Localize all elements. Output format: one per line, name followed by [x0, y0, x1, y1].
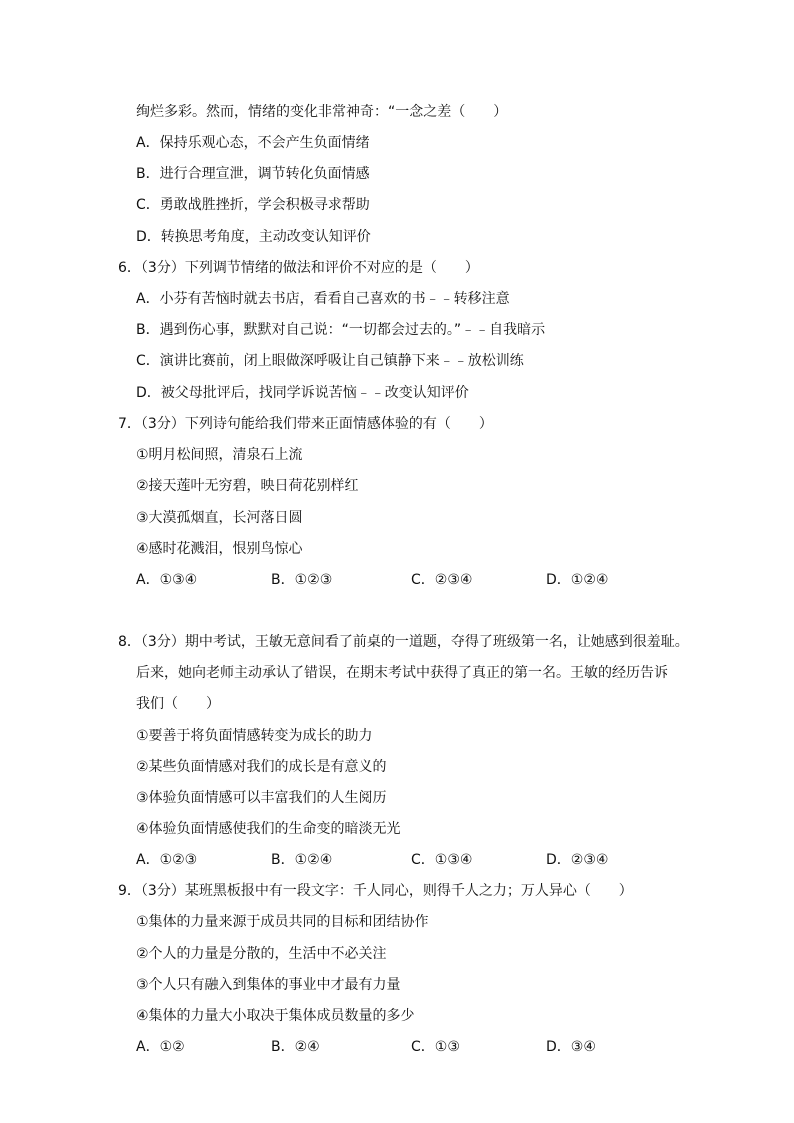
question-7-choice-d: D．①②④ [546, 572, 609, 588]
question-9-item-2: ②个人的力量是分散的，生活中不必关注 [136, 946, 387, 962]
question-6-stem: 6．（3分）下列调节情绪的做法和评价不对应的是（ ） [118, 260, 479, 276]
question-5-stem-continuation: 绚烂多彩。然而，情绪的变化非常神奇：“一念之差（ ） [136, 104, 508, 120]
question-8-item-2: ②某些负面情感对我们的成长是有意义的 [136, 759, 387, 775]
question-7-item-3: ③大漠孤烟直，长河落日圆 [136, 510, 303, 526]
question-7-choice-a: A．①③④ [136, 572, 198, 588]
question-8-choice-c: C．①③④ [411, 852, 473, 868]
question-5-option-c: C．勇敢战胜挫折，学会积极寻求帮助 [136, 197, 370, 213]
question-7-stem: 7．（3分）下列诗句能给我们带来正面情感体验的有（ ） [118, 416, 493, 432]
question-8-choice-a: A．①②③ [136, 852, 198, 868]
question-9-choice-b: B．②④ [271, 1039, 320, 1055]
question-8-stem-line-1: 8．（3分）期中考试，王敏无意间看了前桌的一道题，夺得了班级第一名，让她感到很羞耻。 [118, 634, 689, 650]
question-6-option-d: D．被父母批评后，找同学诉说苦恼﹣﹣改变认知评价 [136, 385, 469, 401]
question-6-option-a: A．小芬有苦恼时就去书店，看看自己喜欢的书﹣﹣转移注意 [136, 291, 510, 307]
question-9-item-1: ①集体的力量来源于成员共同的目标和团结协作 [136, 914, 429, 930]
question-8-choice-d: D．②③④ [546, 852, 609, 868]
question-6-option-c: C．演讲比赛前，闭上眼做深呼吸让自己镇静下来﹣﹣放松训练 [136, 353, 524, 369]
question-7-choices [0, 570, 794, 590]
question-9-choices [0, 1037, 794, 1057]
question-9-choice-c: C．①③ [411, 1039, 460, 1055]
question-8-item-3: ③体验负面情感可以丰富我们的人生阅历 [136, 790, 387, 806]
question-8-choices [0, 850, 794, 870]
question-5-option-d: D．转换思考角度，主动改变认知评价 [136, 229, 371, 245]
question-7-item-2: ②接天莲叶无穷碧，映日荷花别样红 [136, 478, 359, 494]
question-7-choice-c: C．②③④ [411, 572, 473, 588]
question-7-item-4: ④感时花溅泪，恨别鸟惊心 [136, 541, 303, 557]
question-9-choice-a: A．①② [136, 1039, 185, 1055]
question-8-choice-b: B．①②④ [271, 852, 333, 868]
question-6-option-b: B．遇到伤心事，默默对自己说：“一切都会过去的。”﹣﹣自我暗示 [136, 322, 546, 338]
question-8-item-4: ④体验负面情感使我们的生命变的暗淡无光 [136, 821, 401, 837]
question-7-choice-b: B．①②③ [271, 572, 333, 588]
question-9-item-4: ④集体的力量大小取决于集体成员数量的多少 [136, 1008, 415, 1024]
question-5-option-b: B．进行合理宣泄，调节转化负面情感 [136, 166, 370, 182]
question-8-stem-line-3: 我们（ ） [136, 696, 220, 712]
question-9-item-3: ③个人只有融入到集体的事业中才最有力量 [136, 977, 401, 993]
question-7-item-1: ①明月松间照，清泉石上流 [136, 447, 303, 463]
question-8-stem-line-2: 后来，她向老师主动承认了错误，在期末考试中获得了真正的第一名。王敏的经历告诉 [136, 665, 668, 681]
question-9-stem: 9．（3分）某班黑板报中有一段文字：千人同心，则得千人之力；万人异心（ ） [118, 883, 633, 899]
question-8-item-1: ①要善于将负面情感转变为成长的助力 [136, 728, 373, 744]
question-5-option-a: A．保持乐观心态，不会产生负面情绪 [136, 135, 370, 151]
question-9-choice-d: D．③④ [546, 1039, 596, 1055]
